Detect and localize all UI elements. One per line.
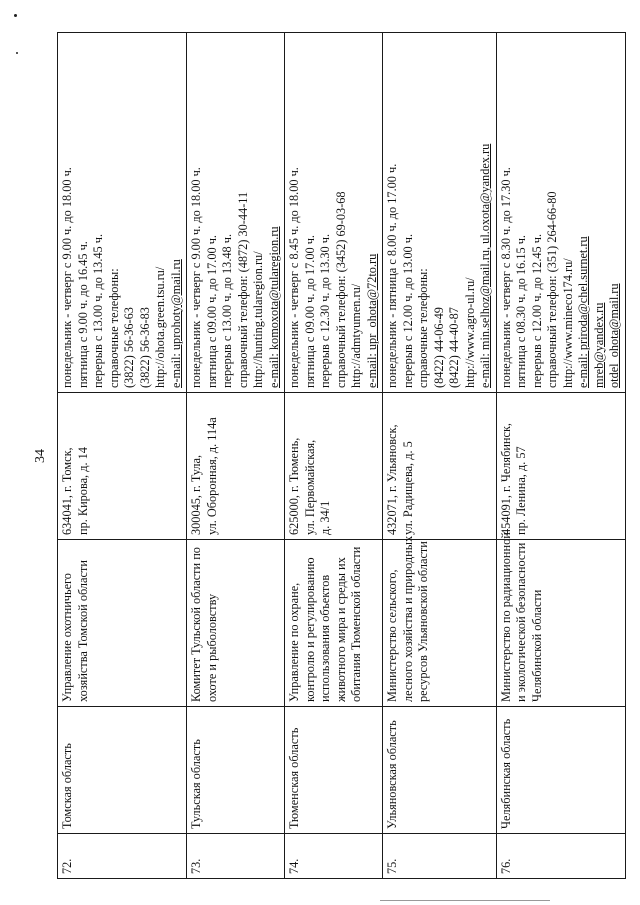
contact-info-line: (8422) 44-06-49 [431,307,446,388]
table-row [496,33,625,879]
table-container [57,32,621,879]
contact-info-cell [383,33,497,393]
region-name: Тульская область [189,739,203,829]
contact-info-line: пятница с 9.00 ч. до 16.45 ч. [75,241,90,388]
agency-name-line: контролю и регулированию [302,557,317,702]
row-number: 72. [60,858,74,874]
address-cell [496,393,625,540]
agency-name-line: Министерство сельского, [385,569,399,702]
contact-info-line: понедельник - пятница с 8.00 ч. до 17.00 ч. [385,163,399,388]
region-cell [383,707,497,834]
contact-info-line: http://admtyumen.ru/ [349,283,363,388]
region-name: Челябинская область [498,718,513,829]
agency-name-line: животного мира и среды их [333,557,348,702]
address-cell [383,393,497,540]
contact-info-line: понедельник - четверг с 8.45 ч. до 18.00 ч. [287,167,301,388]
scan-edge [380,900,550,901]
address-line: 625000, г. Тюмень, [287,437,301,535]
contact-info-line: перерыв с 12.00 ч. до 13.00 ч. [400,233,415,388]
address-cell [187,393,285,540]
address-line: ул. Оборонная, д. 114а [204,417,219,535]
row-number-cell [187,834,285,879]
address-line: д. 34/1 [318,500,332,535]
agency-name-line: и экологической безопасности [514,542,528,702]
row-number-cell [58,834,187,879]
agency-cell [383,535,497,707]
address-line: ул. Первомайская, [302,439,317,535]
agency-cell [496,532,625,707]
agency-name-line: Комитет Тульской области по [189,547,203,702]
contact-info-line: понедельник - четверг с 9.00 ч. до 18.00 ч. [189,167,203,388]
region-cell [58,707,187,834]
contact-info-line: пятница с 09.00 ч. до 17.00 ч. [204,235,219,388]
contact-info-line: (3822) 56-36-63 [122,307,136,388]
agency-name-line: Управление охотничьего [60,573,74,702]
agency-name-line: обитания Тюменской области [349,546,363,702]
row-number-cell [496,834,625,879]
agency-name-line: Управление по охране, [287,582,301,702]
contact-info-line: перерыв с 12.30 ч. до 13.30 ч. [318,233,332,388]
contact-info-line: перерыв с 13.00 ч. до 13.48 ч. [220,233,234,388]
contact-info-cell [187,33,285,393]
region-cell [285,707,383,834]
address-cell [58,393,187,540]
row-number-cell [285,834,383,879]
contact-info-line: справочные телефоны: [106,268,121,388]
region-name: Тюменская область [287,727,301,829]
contact-info-line: справочный телефон: (351) 264-66-80 [545,191,559,388]
table-row [383,33,497,879]
contact-info-line: пятница с 09.00 ч. до 17.00 ч. [302,235,317,388]
address-line: 634041, г. Томск, [60,447,74,535]
address-line: пр. Ленина, д. 57 [514,446,528,535]
contact-info-line: mreb@yandex.ru [591,302,606,388]
row-number: 73. [189,858,203,874]
region-name: Томская область [60,743,74,829]
scan-mark [16,52,18,54]
address-line: 432071, г. Ульяновск, [385,424,399,535]
contact-info-line: понедельник - четверг с 8.30 ч. до 17.30 ч. [498,167,513,388]
agency-name-line: лесного хозяйства и природных [400,535,415,702]
contact-info-line: e-mail: uprohoty@mail.ru [168,259,183,388]
address-cell [285,393,383,540]
contact-info-line: e-mail: komoxota@tularegion.ru [266,226,281,388]
table-row [58,33,187,879]
page-number: 34 [33,449,48,463]
table-body [58,33,626,879]
region-cell [496,707,625,834]
contact-info-line: e-mail: upr_ohota@72to.ru [364,253,379,388]
contact-info-cell [285,33,383,393]
contact-info-line: http://hunting.tularegion.ru/ [251,251,265,388]
contact-info-line: пятница с 08.30 ч. до 16.15 ч. [514,235,528,388]
contact-info-line: справочный телефон: (4872) 30-44-11 [235,191,250,388]
agency-name-line: Министерство по радиационной [498,532,513,702]
address-line: пр. Кирова, д. 14 [75,447,90,535]
contact-info-line: справочные телефоны: [416,268,430,388]
table-row [285,33,383,879]
agency-name-line: ресурсов Ульяновской области [416,541,430,702]
rotated-page [57,32,621,879]
contact-info-line: e-mail: min.selhoz@mail.ru, ul.oxota@yandex.ru [478,143,492,388]
table-row [187,33,285,879]
row-number: 75. [385,858,399,874]
row-number: 74. [287,858,301,874]
contact-info-line: (8422) 44-40-87 [447,307,461,388]
contact-info-line: http://ohota.green.tsu.ru/ [153,266,167,388]
contact-info-line: http://www.agro-ul.ru/ [462,277,477,388]
contact-info-line: перерыв с 13.00 ч. до 13.45 ч. [91,233,105,388]
contact-info-line: otdel_ohota@mail.ru [607,283,621,388]
agency-cell [58,540,187,707]
contact-info-line: (3822) 56-36-83 [137,307,152,388]
agency-cell [285,540,383,707]
contact-info-cell [58,33,187,393]
scan-mark [14,14,17,17]
region-cell [187,707,285,834]
agency-table [57,32,626,879]
row-number-cell [383,834,497,879]
agency-name-line: охоте и рыболовству [204,593,219,702]
address-line: 300045, г. Тула, [189,454,203,535]
address-line: ул. Радищева, д. 5 [400,441,415,535]
agency-name-line: хозяйства Томской области [75,560,90,702]
contact-info-line: понедельник - четверг с 9.00 ч. до 18.00 ч. [60,167,74,388]
agency-cell [187,540,285,707]
contact-info-line: перерыв с 12.00 ч. до 12.45 ч. [529,233,544,388]
address-line: 454091, г. Челябинск, [498,422,513,535]
agency-name-line: Челябинской области [529,589,544,702]
contact-info-line: справочный телефон: (3452) 69-03-68 [333,191,348,388]
row-number: 76. [498,858,513,874]
agency-name-line: использования объектов [318,574,332,702]
contact-info-line: http://www.mineco174.ru/ [560,258,575,388]
region-name: Ульяновская область [385,720,399,829]
contact-info-line: e-mail: priroda@chel.surnet.ru [576,236,590,388]
contact-info-cell [496,33,625,393]
